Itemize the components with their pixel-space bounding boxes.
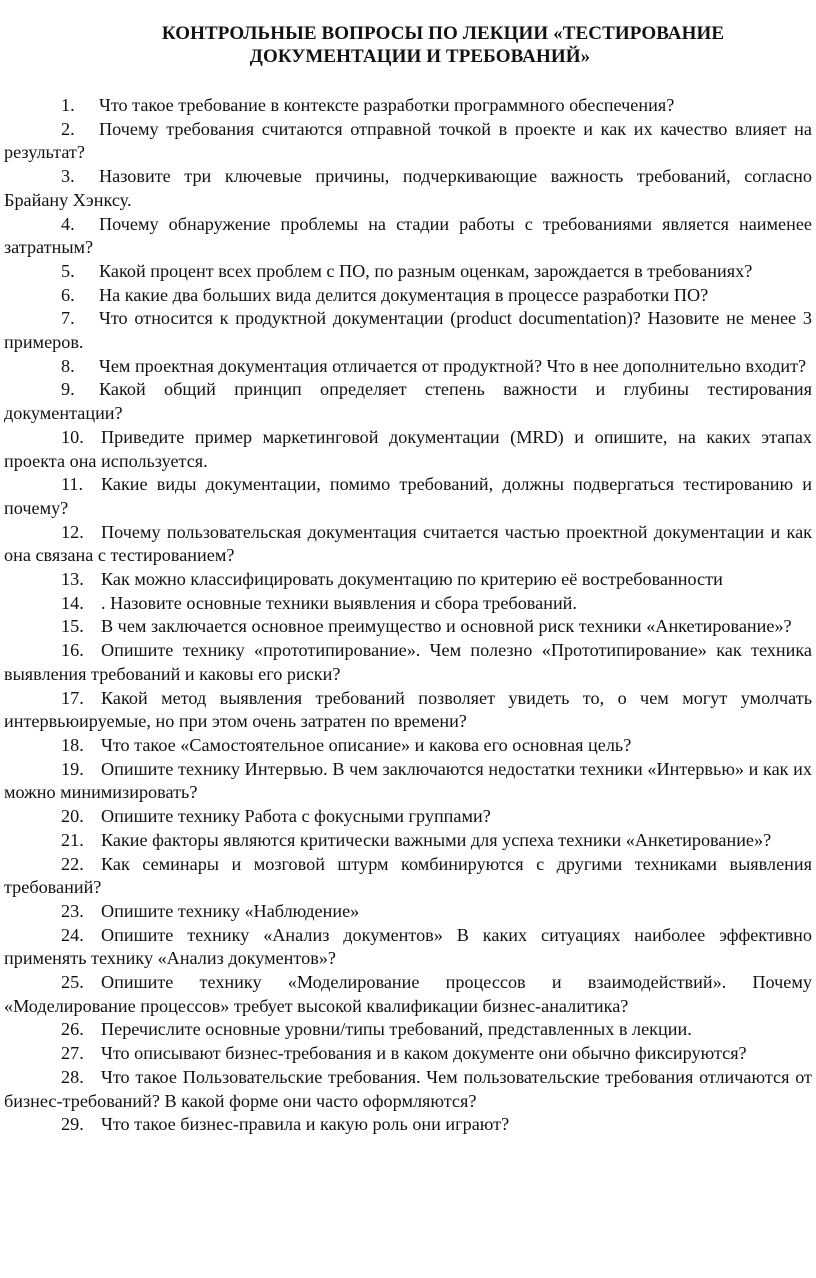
- title-line-1: КОНТРОЛЬНЫЕ ВОПРОСЫ ПО ЛЕКЦИИ «ТЕСТИРОВАНИЕ: [161, 23, 725, 44]
- question-item: [4, 687, 812, 734]
- question-number: 29.: [61, 1114, 84, 1135]
- question-item: [4, 900, 812, 924]
- question-number: 22.: [61, 853, 84, 874]
- question-item: [4, 260, 812, 284]
- question-text: На какие два больших вида делится документация в процессе разработки ПО?: [99, 284, 709, 305]
- question-item: [4, 94, 812, 118]
- question-number: 19.: [61, 758, 84, 779]
- question-number: 9.: [61, 379, 75, 400]
- question-text: Что такое Пользовательские требования. Чем пользовательские требования отличаются от бизнес-требований? В какой форме они часто оформляются?: [4, 1066, 812, 1111]
- question-item: [4, 118, 812, 165]
- question-number: 3.: [61, 166, 75, 187]
- question-number: 24.: [61, 924, 84, 945]
- question-item: [4, 971, 812, 1018]
- question-item: [4, 853, 812, 900]
- question-number: 25.: [61, 972, 84, 993]
- question-item: [4, 1018, 812, 1042]
- question-text: В чем заключается основное преимущество и основной риск техники «Анкетирование»?: [101, 616, 792, 637]
- question-text: Чем проектная документация отличается от продуктной? Что в нее дополнительно входит?: [99, 355, 807, 376]
- question-text: Опишите технику «Моделирование процессов и взаимодействий». Почему «Моделирование процессов» требует высокой квалификации бизнес-аналитика?: [4, 972, 812, 1016]
- question-number: 12.: [61, 521, 84, 542]
- question-number: 4.: [61, 213, 75, 234]
- question-item: [4, 521, 812, 568]
- question-number: 6.: [61, 284, 75, 305]
- question-number: 5.: [61, 260, 75, 281]
- question-item: [4, 568, 812, 592]
- question-item: [4, 284, 812, 308]
- question-text: Опишите технику «Наблюдение»: [101, 900, 360, 921]
- question-item: [4, 307, 812, 354]
- question-text: Опишите технику Интервью. В чем заключаются недостатки техники «Интервью» и как их можно минимизировать?: [4, 758, 812, 803]
- question-text: Что такое требование в контексте разработки программного обеспечения?: [99, 95, 675, 115]
- question-text: Что относится к продуктной документации (product documentation)? Назовите не менее 3 примеров.: [4, 308, 812, 353]
- question-text: Почему требования считаются отправной точкой в проекте и как их качество влияет на результат?: [4, 118, 812, 163]
- question-number: 15.: [61, 616, 84, 637]
- question-item: [4, 473, 812, 520]
- question-text: Какие виды документации, помимо требований, должны подвергаться тестированию и почему?: [4, 474, 812, 518]
- question-number: 13.: [61, 569, 84, 590]
- question-text: Назовите три ключевые причины, подчеркивающие важность требований, согласно Брайану Хэнксу.: [4, 166, 812, 210]
- question-item: [4, 805, 812, 829]
- question-item: [4, 1042, 812, 1066]
- question-item: [4, 829, 812, 853]
- question-item: [4, 615, 812, 639]
- question-text: Почему пользовательская документация считается частью проектной документации и как она связана с тестированием?: [4, 521, 812, 566]
- question-item: [4, 924, 812, 971]
- question-item: [4, 592, 812, 616]
- question-text: Опишите технику Работа с фокусными группами?: [101, 806, 491, 827]
- question-item: [4, 426, 812, 473]
- question-text: Перечислите основные уровни/типы требований, представленных в лекции.: [101, 1019, 692, 1040]
- question-text: . Назовите основные техники выявления и сбора требований.: [101, 592, 577, 613]
- question-text: Что такое бизнес-правила и какую роль они играют?: [101, 1114, 510, 1135]
- question-item: [4, 758, 812, 805]
- question-number: 28.: [61, 1066, 84, 1087]
- question-number: 26.: [61, 1019, 84, 1040]
- question-text: Какой процент всех проблем с ПО, по разным оценкам, зарождается в требованиях?: [99, 260, 753, 281]
- question-text: Опишите технику «прототипирование». Чем полезно «Прототипирование» как техника выявления требований и каковы его риски?: [4, 640, 812, 684]
- question-text: Какой метод выявления требований позволяет увидеть то, о чем могут умолчать интервьюируемые, но при этом очень затратен по времени?: [4, 687, 812, 732]
- question-item: [4, 378, 812, 425]
- question-number: 7.: [61, 308, 75, 329]
- question-number: 10.: [61, 426, 84, 447]
- question-text: Приведите пример маркетинговой документации (MRD) и опишите, на каких этапах проекта она используется.: [4, 426, 812, 471]
- question-item: [4, 1066, 812, 1113]
- question-number: 21.: [61, 829, 84, 850]
- question-text: Опишите технику «Анализ документов» В каких ситуациях наиболее эффективно применять технику «Анализ документов»?: [4, 924, 812, 969]
- question-text: Как можно классифицировать документацию по критерию её востребованности: [101, 569, 723, 590]
- question-number: 8.: [61, 355, 75, 376]
- question-number: 2.: [61, 118, 75, 139]
- question-item: [4, 213, 812, 260]
- question-number: 23.: [61, 900, 84, 921]
- questions-list: [4, 94, 812, 1137]
- question-number: 1.: [61, 95, 75, 115]
- question-number: 16.: [61, 640, 84, 661]
- question-number: 18.: [61, 734, 84, 755]
- question-item: [4, 734, 812, 758]
- question-number: 17.: [61, 687, 84, 708]
- question-text: Что описывают бизнес-требования и в каком документе они обычно фиксируются?: [101, 1043, 747, 1064]
- question-text: Как семинары и мозговой штурм комбинируются с другими техниками выявления требований?: [4, 853, 812, 898]
- document-title: [4, 0, 812, 68]
- question-number: 11.: [61, 474, 84, 495]
- question-item: [4, 355, 812, 379]
- question-text: Какой общий принцип определяет степень важности и глубины тестирования документации?: [4, 379, 812, 424]
- question-text: Какие факторы являются критически важными для успеха техники «Анкетирование»?: [101, 829, 772, 850]
- question-item: [4, 1113, 812, 1137]
- question-item: [4, 639, 812, 686]
- question-item: [4, 165, 812, 212]
- question-text: Что такое «Самостоятельное описание» и какова его основная цель?: [101, 734, 632, 755]
- question-number: 27.: [61, 1043, 84, 1064]
- question-number: 14.: [61, 592, 84, 613]
- question-number: 20.: [61, 806, 84, 827]
- title-line-2: ДОКУМЕНТАЦИИ И ТРЕБОВАНИЙ»: [249, 46, 591, 67]
- question-text: Почему обнаружение проблемы на стадии работы с требованиями является наименее затратным?: [4, 213, 812, 258]
